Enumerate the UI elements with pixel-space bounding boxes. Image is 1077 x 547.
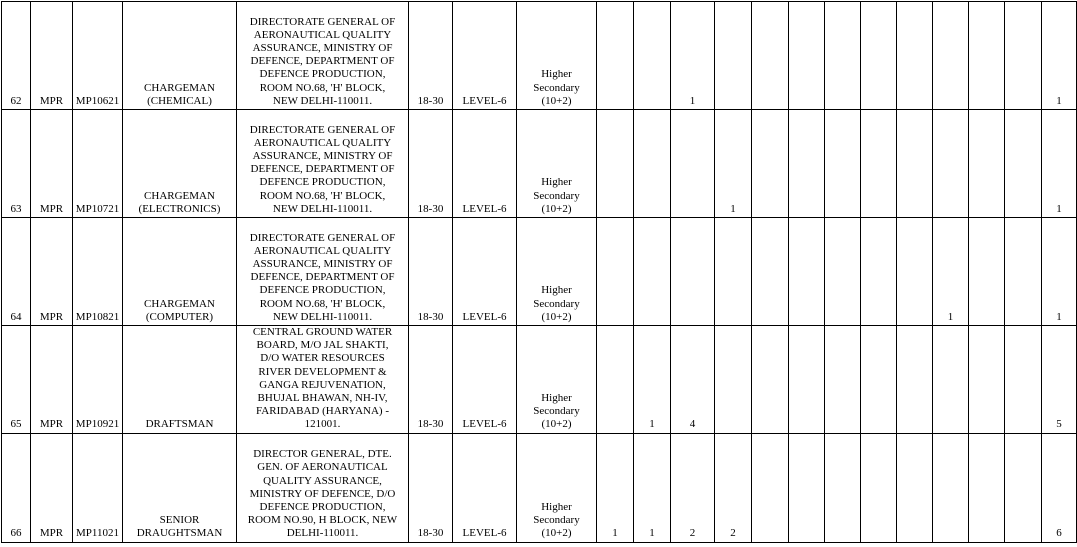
vacancy-cell: [933, 2, 969, 110]
qualification: Higher Secondary (10+2): [517, 2, 597, 110]
total-vacancies: 6: [1042, 433, 1077, 542]
vacancy-cell: [752, 218, 789, 326]
region-code: MPR: [31, 326, 73, 434]
vacancy-cell: [752, 110, 789, 218]
table-row: [2, 218, 1077, 326]
vacancy-cell: [1005, 326, 1042, 434]
vacancy-cell: [897, 110, 933, 218]
vacancy-table: [1, 1, 1077, 543]
vacancy-cell: [897, 2, 933, 110]
post-code: MP10621: [73, 2, 123, 110]
vacancy-cell: [933, 433, 969, 542]
department-address: CENTRAL GROUND WATER BOARD, M/O JAL SHAKTI, D/O WATER RESOURCES RIVER DEVELOPMENT & GANGA REJUVENATION, BHUJAL BHAWAN, NH-IV, FARIDABAD (HARYANA) - 121001.: [237, 326, 409, 434]
vacancy-cell: [634, 2, 671, 110]
vacancy-cell: [825, 2, 861, 110]
serial-number: 66: [2, 433, 31, 542]
vacancy-cell: [861, 218, 897, 326]
vacancy-cell: [1005, 433, 1042, 542]
vacancy-cell: 1: [634, 433, 671, 542]
qualification: Higher Secondary (10+2): [517, 433, 597, 542]
post-name: CHARGEMAN (ELECTRONICS): [123, 110, 237, 218]
vacancy-cell: [789, 326, 825, 434]
vacancy-cell: [861, 2, 897, 110]
department-address: DIRECTORATE GENERAL OF AERONAUTICAL QUALITY ASSURANCE, MINISTRY OF DEFENCE, DEPARTMENT OF DEFENCE PRODUCTION, ROOM NO.68, 'H' BLOCK, NEW DELHI-110011.: [237, 218, 409, 326]
post-code: MP11021: [73, 433, 123, 542]
vacancy-cell: [597, 218, 634, 326]
post-code: MP10721: [73, 110, 123, 218]
vacancy-cell: [861, 110, 897, 218]
region-code: MPR: [31, 433, 73, 542]
table-row: [2, 433, 1077, 542]
vacancy-cell: [634, 110, 671, 218]
region-code: MPR: [31, 218, 73, 326]
pay-level: LEVEL-6: [453, 218, 517, 326]
age-limit: 18-30: [409, 110, 453, 218]
department-address: DIRECTOR GENERAL, DTE. GEN. OF AERONAUTICAL QUALITY ASSURANCE, MINISTRY OF DEFENCE, D/O DEFENCE PRODUCTION, ROOM NO.90, H BLOCK, NEW DELHI-110011.: [237, 433, 409, 542]
vacancy-cell: [671, 218, 715, 326]
qualification: Higher Secondary (10+2): [517, 110, 597, 218]
vacancy-cell: [597, 2, 634, 110]
vacancy-cell: [715, 2, 752, 110]
total-vacancies: 1: [1042, 2, 1077, 110]
total-vacancies: 5: [1042, 326, 1077, 434]
post-code: MP10921: [73, 326, 123, 434]
vacancy-cell: [969, 433, 1005, 542]
vacancy-cell: [897, 326, 933, 434]
table-row: [2, 2, 1077, 110]
pay-level: LEVEL-6: [453, 326, 517, 434]
vacancy-cell: [969, 218, 1005, 326]
vacancy-cell: [1005, 110, 1042, 218]
vacancy-cell: 4: [671, 326, 715, 434]
region-code: MPR: [31, 2, 73, 110]
age-limit: 18-30: [409, 326, 453, 434]
vacancy-cell: 1: [597, 433, 634, 542]
vacancy-cell: [825, 110, 861, 218]
vacancy-cell: 1: [634, 326, 671, 434]
vacancy-cell: [789, 218, 825, 326]
pay-level: LEVEL-6: [453, 433, 517, 542]
vacancy-cell: [825, 326, 861, 434]
vacancy-cell: [671, 110, 715, 218]
table-row: [2, 110, 1077, 218]
vacancy-cell: [789, 433, 825, 542]
table-row: [2, 326, 1077, 434]
age-limit: 18-30: [409, 218, 453, 326]
region-code: MPR: [31, 110, 73, 218]
vacancy-cell: 2: [671, 433, 715, 542]
qualification: Higher Secondary (10+2): [517, 218, 597, 326]
post-code: MP10821: [73, 218, 123, 326]
vacancy-cell: [969, 110, 1005, 218]
vacancy-cell: 2: [715, 433, 752, 542]
vacancy-cell: [861, 326, 897, 434]
vacancy-cell: [825, 433, 861, 542]
vacancy-cell: 1: [671, 2, 715, 110]
post-name: DRAFTSMAN: [123, 326, 237, 434]
post-name: SENIOR DRAUGHTSMAN: [123, 433, 237, 542]
vacancy-cell: [933, 110, 969, 218]
vacancy-cell: [897, 433, 933, 542]
serial-number: 63: [2, 110, 31, 218]
vacancy-cell: [969, 2, 1005, 110]
vacancy-cell: [715, 326, 752, 434]
post-name: CHARGEMAN (CHEMICAL): [123, 2, 237, 110]
pay-level: LEVEL-6: [453, 110, 517, 218]
vacancy-cell: [861, 433, 897, 542]
vacancy-cell: 1: [715, 110, 752, 218]
vacancy-cell: [752, 433, 789, 542]
vacancy-cell: [597, 110, 634, 218]
vacancy-cell: [1005, 218, 1042, 326]
vacancy-cell: [789, 110, 825, 218]
qualification: Higher Secondary (10+2): [517, 326, 597, 434]
serial-number: 65: [2, 326, 31, 434]
vacancy-cell: [752, 326, 789, 434]
department-address: DIRECTORATE GENERAL OF AERONAUTICAL QUALITY ASSURANCE, MINISTRY OF DEFENCE, DEPARTMENT OF DEFENCE PRODUCTION, ROOM NO.68, 'H' BLOCK, NEW DELHI-110011.: [237, 110, 409, 218]
vacancy-cell: [715, 218, 752, 326]
serial-number: 64: [2, 218, 31, 326]
vacancy-cell: [825, 218, 861, 326]
vacancy-cell: [634, 218, 671, 326]
post-name: CHARGEMAN (COMPUTER): [123, 218, 237, 326]
age-limit: 18-30: [409, 433, 453, 542]
vacancy-cell: 1: [933, 218, 969, 326]
total-vacancies: 1: [1042, 218, 1077, 326]
vacancy-cell: [597, 326, 634, 434]
vacancy-cell: [789, 2, 825, 110]
pay-level: LEVEL-6: [453, 2, 517, 110]
department-address: DIRECTORATE GENERAL OF AERONAUTICAL QUALITY ASSURANCE, MINISTRY OF DEFENCE, DEPARTMENT OF DEFENCE PRODUCTION, ROOM NO.68, 'H' BLOCK, NEW DELHI-110011.: [237, 2, 409, 110]
age-limit: 18-30: [409, 2, 453, 110]
vacancy-cell: [752, 2, 789, 110]
total-vacancies: 1: [1042, 110, 1077, 218]
vacancy-cell: [1005, 2, 1042, 110]
serial-number: 62: [2, 2, 31, 110]
vacancy-cell: [933, 326, 969, 434]
vacancy-cell: [969, 326, 1005, 434]
vacancy-cell: [897, 218, 933, 326]
